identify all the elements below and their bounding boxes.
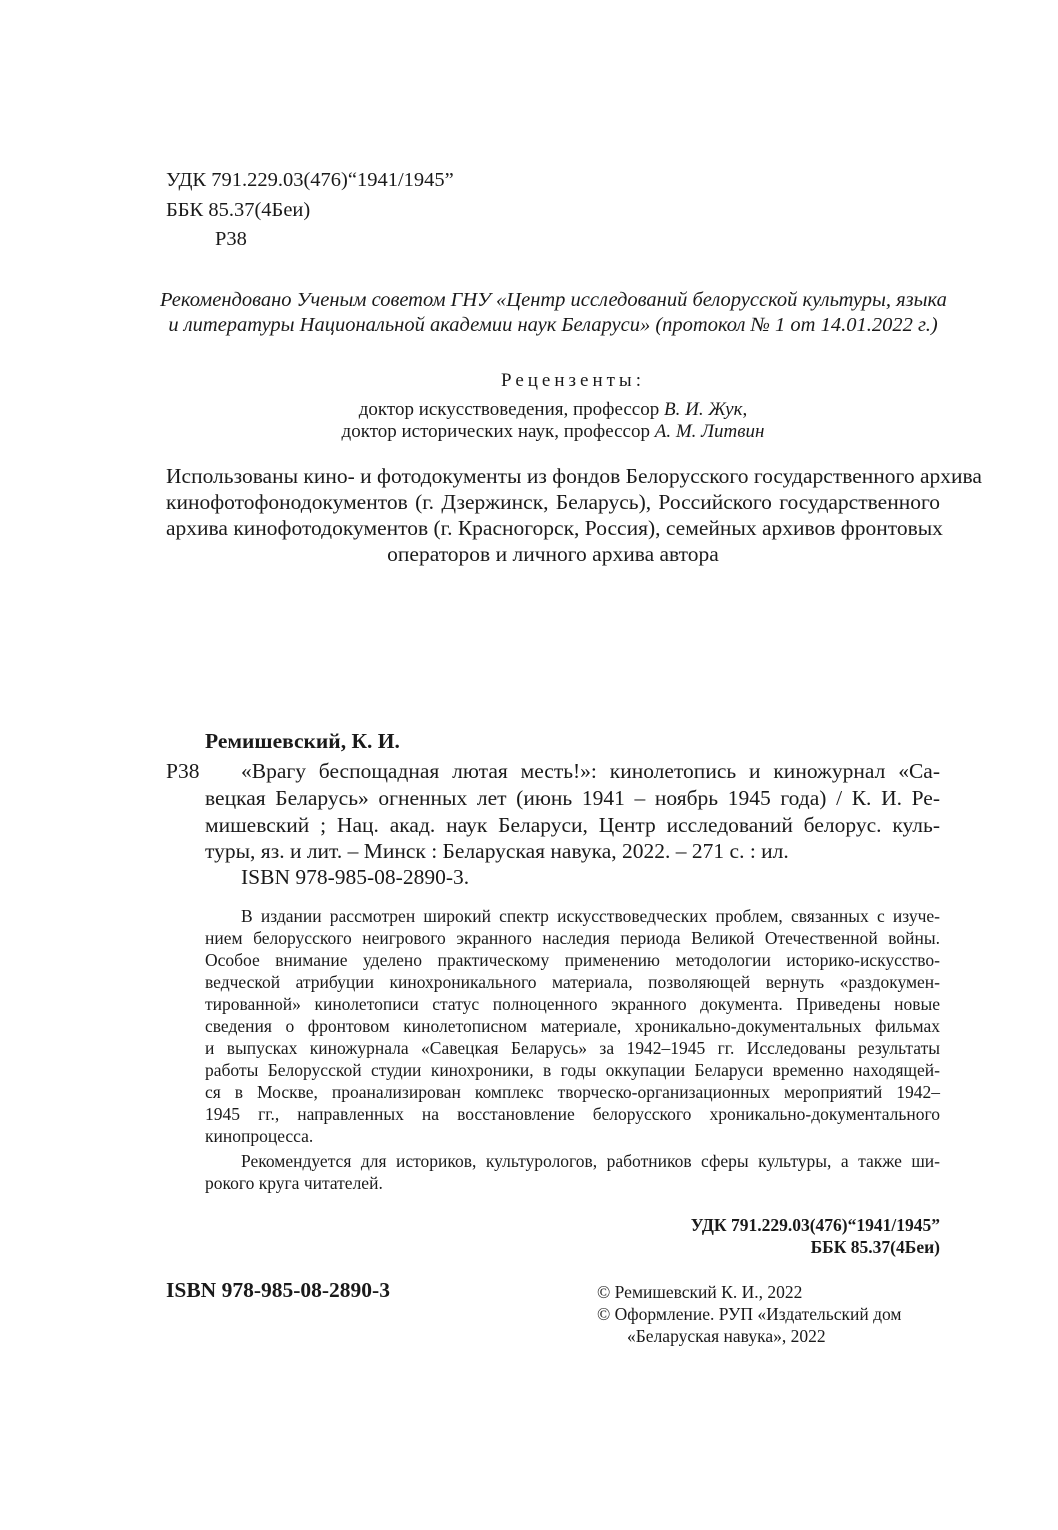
abstract-line: Рекомендуется для историков, культурологов, работников сферы культуры, а также ши- — [241, 1151, 940, 1171]
abstract-line: ся в Москве, проанализирован комплекс творческо-организационных мероприятий 1942– — [205, 1082, 940, 1102]
biblio-mark: Р38 — [166, 759, 200, 783]
abstract-line: кинопроцесса. — [205, 1126, 314, 1146]
biblio-line-4: туры, яз. и лит. – Минск : Беларуская навука, 2022. – 271 с. : ил. — [205, 839, 789, 863]
abstract-line: 1945 гг., направленных на восстановление белорусского хроникально-документального — [205, 1104, 940, 1124]
reviewer-1-suffix: , — [742, 399, 748, 420]
biblio-line-1: «Врагу беспощадная лютая месть!»: кинолетопись и киножурнал «Са- — [241, 759, 940, 783]
author-mark: Р38 — [215, 228, 247, 250]
reviewer-2-name: А. М. Литвин — [654, 421, 765, 442]
reviewer-2 — [260, 420, 846, 444]
abstract-line: работы Белорусской студии кинохроники, в годы оккупации Беларуси временно находящей- — [205, 1060, 940, 1080]
sources-note-line-1: Использованы кино- и фотодокументы из фондов Белорусского государственного архива — [166, 464, 982, 488]
reviewers-heading: Рецензенты: — [501, 370, 645, 391]
abstract-line: В издании рассмотрен широкий спектр искусствоведческих проблем, связанных с изуче- — [241, 906, 940, 926]
reviewer-1-name: В. И. Жук — [664, 399, 743, 420]
footer-bbk: ББК 85.37(4Беи) — [810, 1237, 940, 1257]
recommendation-line-1: Рекомендовано Ученым советом ГНУ «Центр исследований белорусской культуры, языка — [160, 289, 947, 311]
copyright-line-1: © Ремишевский К. И., 2022 — [597, 1282, 803, 1302]
isbn-main: ISBN 978-985-08-2890-3 — [166, 1278, 390, 1302]
biblio-isbn: ISBN 978-985-08-2890-3. — [241, 865, 470, 889]
abstract-line: рокого круга читателей. — [205, 1173, 383, 1193]
sources-note-line-3: архива кинофотодокументов (г. Красногорск, Россия), семейных архивов фронтовых — [166, 516, 943, 540]
abstract-line: нием белорусского неигрового экранного наследия периода Великой Отечественной войны. — [205, 928, 940, 948]
footer-udk: УДК 791.229.03(476)“1941/1945” — [690, 1215, 940, 1235]
biblio-line-2: вецкая Беларусь» огненных лет (июнь 1941 – ноябрь 1945 года) / К. И. Ре- — [205, 786, 940, 810]
bbk-code: ББК 85.37(4Беи) — [166, 199, 311, 221]
abstract-line: Особое внимание уделено практическому применению методологии историко-искусство- — [205, 950, 940, 970]
reviewer-2-title: доктор исторических наук, профессор — [341, 421, 655, 442]
reviewer-1-title: доктор искусствоведения, профессор — [358, 399, 664, 420]
copyright-line-3: «Беларуская навука», 2022 — [627, 1326, 826, 1346]
udk-code: УДК 791.229.03(476)“1941/1945” — [166, 169, 454, 191]
biblio-line-3: мишевский ; Нац. акад. наук Беларуси, Центр исследований белорус. куль- — [205, 813, 940, 837]
sources-note-line-4: операторов и личного архива автора — [387, 542, 719, 566]
abstract-line: тированной» кинолетописи статус полноценного экранного документа. Приведены новые — [205, 994, 940, 1014]
reviewer-1 — [260, 398, 846, 422]
recommendation-line-2: и литературы Национальной академии наук Беларуси» (протокол № 1 от 14.01.2022 г.) — [168, 314, 938, 336]
copyright-line-2: © Оформление. РУП «Издательский дом — [597, 1304, 902, 1324]
biblio-author: Ремишевский, К. И. — [205, 729, 400, 753]
abstract-line: ведческой атрибуции кинохроникального материала, позволяющей вернуть «раздокумен- — [205, 972, 940, 992]
abstract-line: и выпусках киножурнала «Савецкая Беларусь» за 1942–1945 гг. Исследованы результаты — [205, 1038, 940, 1058]
sources-note-line-2: кинофотофонодокументов (г. Дзержинск, Беларусь), Российского государственного — [166, 490, 940, 514]
abstract-line: сведения о фронтовом кинолетописном материале, хроникально-документальных фильмах — [205, 1016, 940, 1036]
